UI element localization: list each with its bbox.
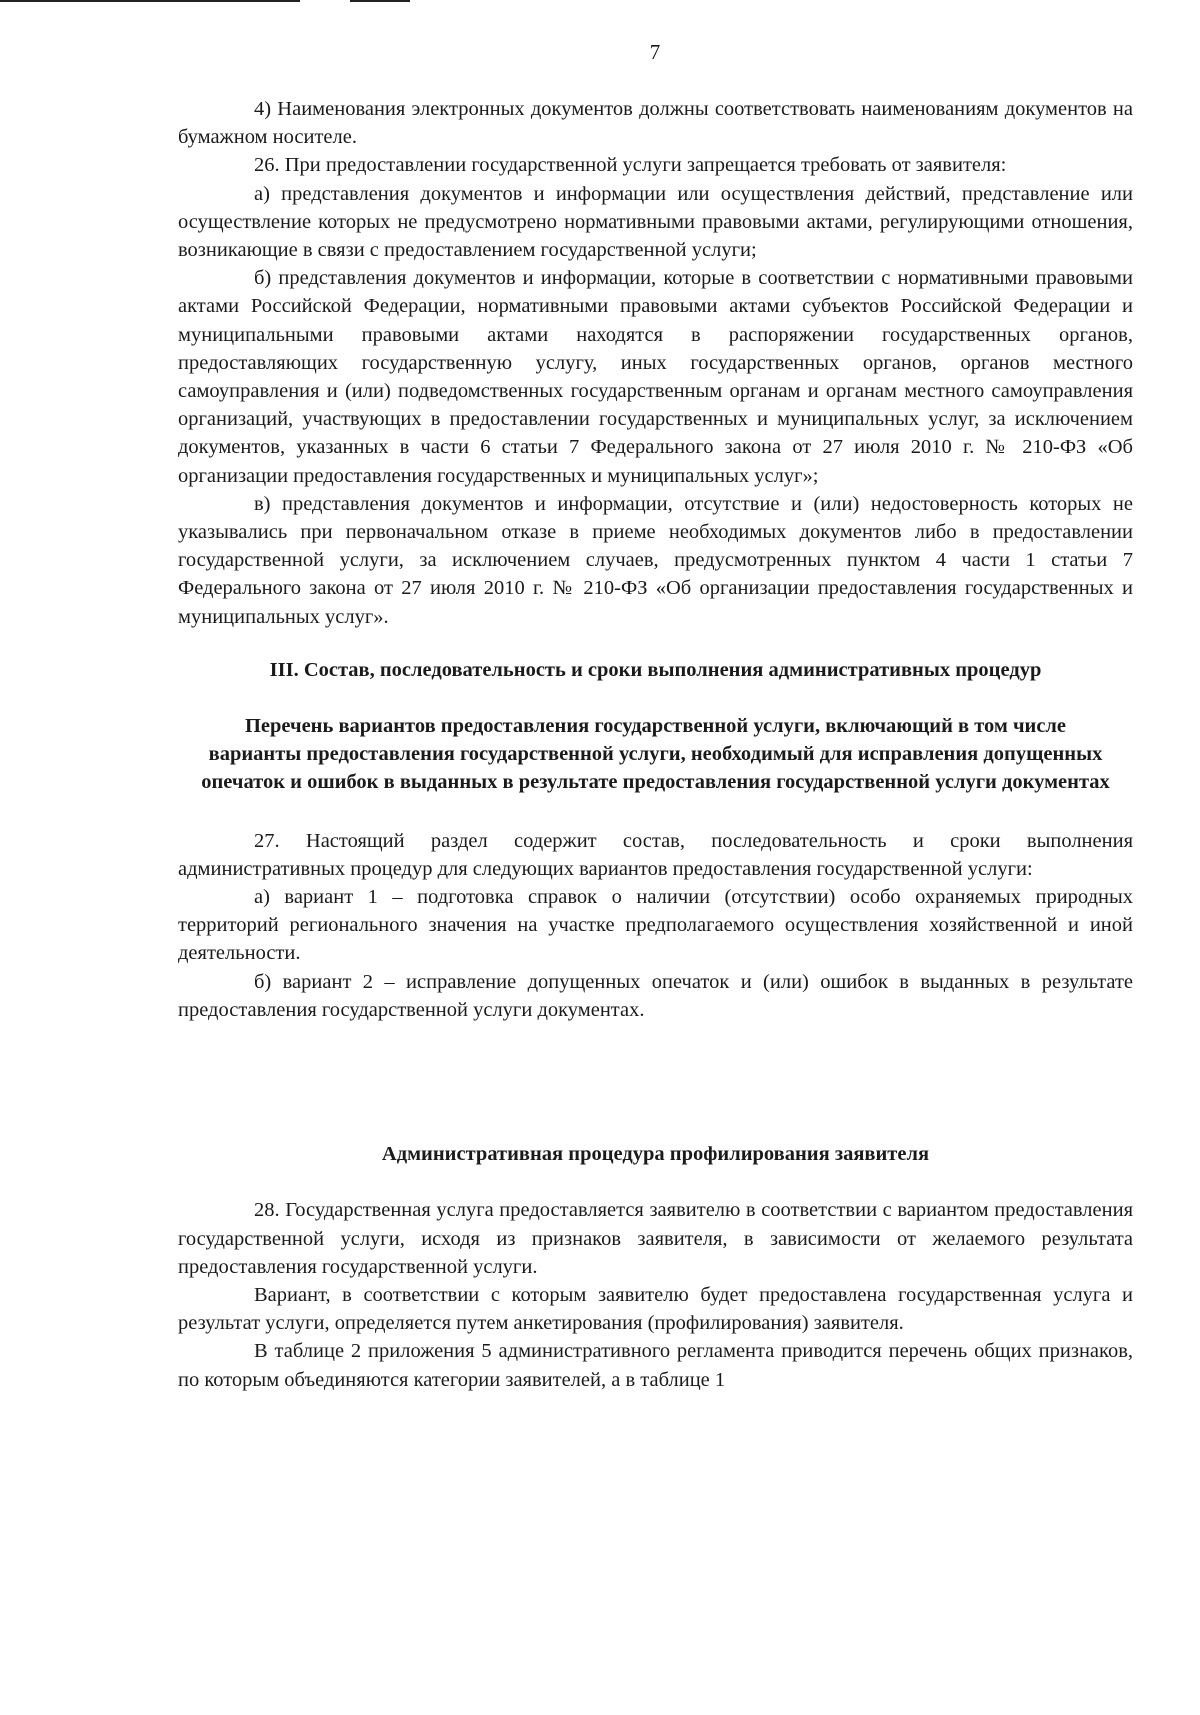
paragraph-27-b: б) вариант 2 – исправление допущенных опечаток и (или) ошибок в выданных в результате предоставления государственной услуги документах. [178,970,1133,1021]
paragraph-26-a: а) представления документов и информации или осуществления действий, представление или осуществление которых не предусмотрено нормативными правовыми актами, регулирующими отношения, возникающие в связи с предоставлением государственной услуги; [178,182,1133,262]
paragraph-26: 26. При предоставлении государственной услуги запрещается требовать от заявителя: [254,154,1007,177]
scan-edge-mark [0,0,300,2]
subsection-heading: Перечень вариантов предоставления государственной услуги, включающий в том числе варианты предоставления государственной услуги, необходимый для исправления допущенных опечаток и ошибок в выданных в результате предоставления государственной услуги документах [201,715,1110,794]
document-page [178,40,1133,1394]
scan-edge-mark [350,0,410,2]
paragraph-4: 4) Наименования электронных документов должны соответствовать наименованиям документов на бумажном носителе. [178,98,1133,149]
procedure-heading: Административная процедура профилирования заявителя [381,1143,930,1166]
section-heading: III. Состав, последовательность и сроки выполнения административных процедур [269,658,1042,681]
paragraph-variant: Вариант, в соответствии с которым заявителю будет предоставлена государственная услуга и результат услуги, определяется путем анкетирования (профилирования) заявителя. [178,1283,1133,1335]
paragraph-26-v: в) представления документов и информации, отсутствие и (или) недостоверность которых не указывались при первоначальном отказе в приеме необходимых документов либо в предоставлении государственной услуги, за исключением случаев, предусмотренных пунктом 4 части 1 статьи 7 Федерального закона от 27 июля 2010 г. № 210-ФЗ «Об организации предоставления государственных и муниципальных услуг». [178,492,1133,628]
paragraph-27-a: а) вариант 1 – подготовка справок о наличии (отсутствии) особо охраняемых природных территорий регионального значения на участке предполагаемого осуществления хозяйственной и иной деятельности. [178,886,1133,965]
page-number: 7 [649,40,662,64]
paragraph-26-b: б) представления документов и информации, которые в соответствии с нормативными правовыми актами Российской Федерации, нормативными правовыми актами субъектов Российской Федерации и муниципальными правовыми актами находятся в распоряжении государственных органов, предоставляющих государственную услугу, иных государственных органов, органов местного самоуправления и (или) подведомственных государственным органам и органам местного самоуправления организаций, участвующих в предоставлении государственных и муниципальных услуг, за исключением документов, указанных в части 6 статьи 7 Федерального закона от 27 июля 2010 г. № 210-ФЗ «Об организации предоставления государственных и муниципальных услуг»; [178,267,1133,487]
paragraph-table: В таблице 2 приложения 5 административного регламента приводится перечень общих признаков, по которым объединяются категории заявителей, а в таблице 1 [178,1340,1133,1391]
paragraph-28: 28. Государственная услуга предоставляется заявителю в соответствии с вариантом предоставления государственной услуги, исходя из признаков заявителя, в зависимости от желаемого результата предоставления государственной услуги. [178,1199,1133,1278]
paragraph-27: 27. Настоящий раздел содержит состав, последовательность и сроки выполнения административных процедур для следующих вариантов предоставления государственной услуги: [178,829,1133,880]
